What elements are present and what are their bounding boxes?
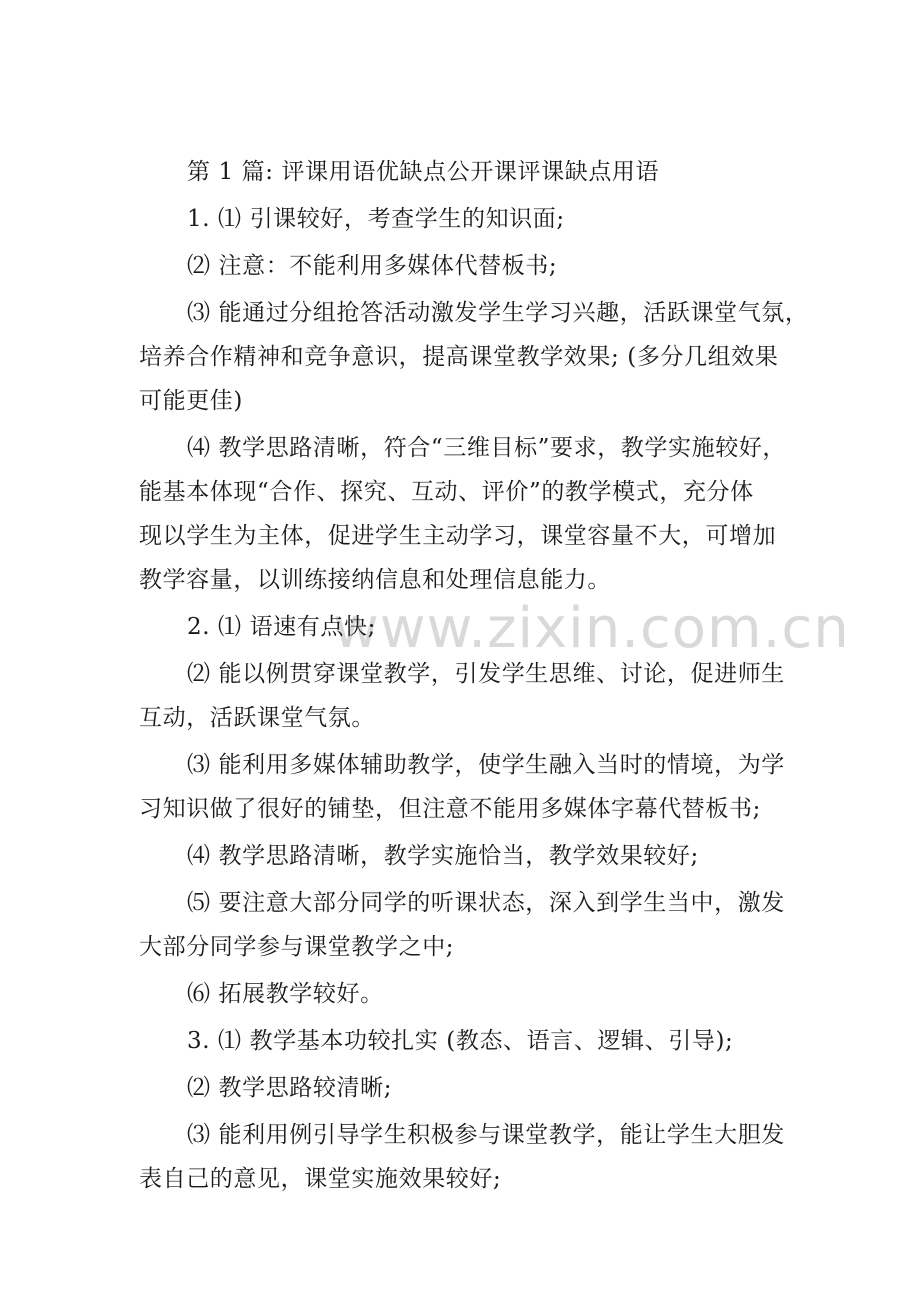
paragraph-line: ⑵ 教学思路较清晰; bbox=[187, 1075, 393, 1101]
paragraph-line: 现以学生为主体，促进学生主动学习，课堂容量不大，可增加 bbox=[139, 523, 777, 549]
paragraph-line: ⑵ 能以例贯穿课堂教学，引发学生思维、讨论，促进师生 bbox=[187, 661, 785, 687]
paragraph-line: ⑵ 注意：不能利用多媒体代替板书; bbox=[187, 253, 558, 279]
paragraph-line: ⑶ 能通过分组抢答活动激发学生学习兴趣，活跃课堂气氛， bbox=[187, 300, 809, 326]
paragraph-line: 2. ⑴ 语速有点快; bbox=[187, 614, 376, 640]
paragraph-line: ⑸ 要注意大部分同学的听课状态，深入到学生当中，激发 bbox=[187, 890, 785, 916]
paragraph-line: 培养合作精神和竞争意识，提高课堂教学效果; (多分几组效果 bbox=[139, 344, 779, 370]
paragraph-line: ⑶ 能利用例引导学生积极参与课堂教学，能让学生大胆发 bbox=[187, 1122, 785, 1148]
paragraph-line: ⑶ 能利用多媒体辅助教学，使学生融入当时的情境，为学 bbox=[187, 752, 785, 778]
paragraph-line: ⑷ 教学思路清晰，符合“三维目标”要求，教学实施较好， bbox=[187, 435, 787, 461]
paragraph-line: 大部分同学参与课堂教学之中; bbox=[139, 934, 455, 960]
paragraph-line: 表自己的意见，课堂实施效果较好; bbox=[139, 1166, 502, 1192]
document-title: 第 1 篇: 评课用语优缺点公开课评课缺点用语 bbox=[187, 159, 660, 185]
paragraph-line: 1. ⑴ 引课较好，考查学生的知识面; bbox=[187, 206, 565, 232]
paragraph-line: 教学容量，以训练接纳信息和处理信息能力。 bbox=[139, 567, 611, 593]
paragraph-line: 互动，活跃课堂气氛。 bbox=[139, 705, 375, 731]
paragraph-line: 3. ⑴ 教学基本功较扎实 (教态、语言、逻辑、引导); bbox=[187, 1028, 734, 1054]
watermark: www.zixin.com.cn bbox=[333, 596, 850, 661]
paragraph-line: ⑷ 教学思路清晰，教学实施恰当，教学效果较好; bbox=[187, 843, 699, 869]
paragraph-line: 习知识做了很好的铺垫，但注意不能用多媒体字幕代替板书; bbox=[139, 796, 761, 822]
paragraph-line: ⑹ 拓展教学较好。 bbox=[187, 981, 384, 1007]
paragraph-line: 可能更佳) bbox=[139, 388, 243, 414]
document-body bbox=[139, 150, 809, 1201]
paragraph-line: 能基本体现“合作、探究、互动、评价”的教学模式，充分体 bbox=[139, 479, 754, 505]
